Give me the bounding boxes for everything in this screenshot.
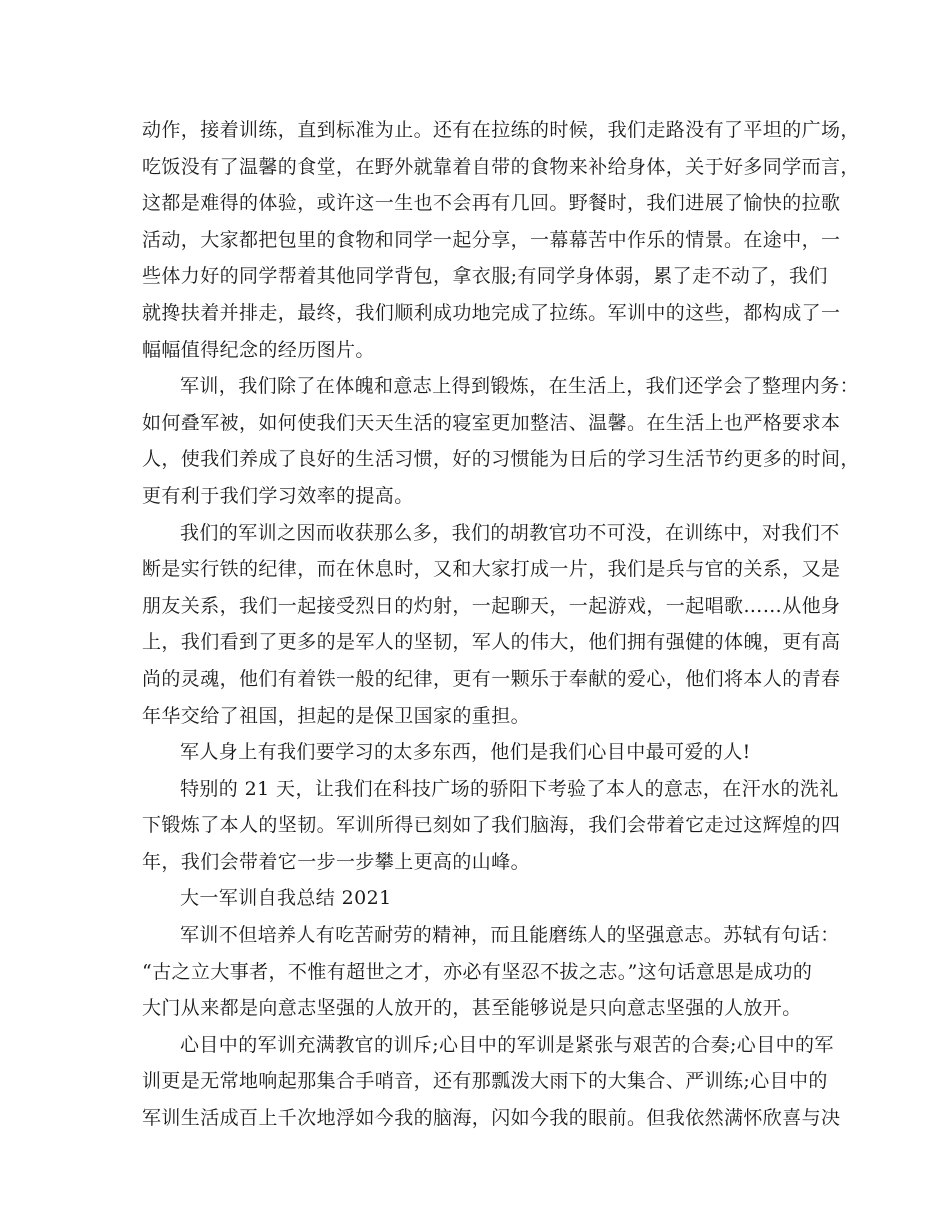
text-line: 更有利于我们学习效率的提高。	[142, 484, 414, 507]
document-body	[142, 112, 860, 1137]
text-line: 军训不但培养人有吃苦耐劳的精神，而且能磨练人的坚强意志。苏轼有句话：	[180, 924, 840, 947]
text-line: 人，使我们养成了良好的生活习惯，好的习惯能为日后的学习生活节约更多的时间，	[142, 448, 860, 471]
text-line: 些体力好的同学帮着其他同学背包，拿衣服;有同学身体弱，累了走不动了，我们	[142, 265, 828, 288]
text-line: 就搀扶着并排走，最终，我们顺利成功地完成了拉练。军训中的这些，都构成了一	[142, 301, 841, 324]
text-line: 大一军训自我总结 2021	[180, 887, 392, 910]
text-line: 大门从来都是向意志坚强的人放开的，甚至能够说是只向意志坚强的人放开。	[142, 997, 802, 1020]
text-line: 我们的军训之因而收获那么多，我们的胡教官功不可没，在训练中，对我们不	[180, 521, 840, 544]
text-line: 军人身上有我们要学习的太多东西，他们是我们心目中最可爱的人!	[180, 741, 751, 764]
text-line: 尚的灵魂，他们有着铁一般的纪律，更有一颗乐于奉献的爱心，他们将本人的青春	[142, 667, 841, 690]
text-line: “古之立大事者，不惟有超世之才，亦必有坚忍不拔之志。”这句话意思是成功的	[142, 960, 813, 983]
text-line: 上，我们看到了更多的是军人的坚韧，军人的伟大，他们拥有强健的体魄，更有高	[142, 631, 841, 654]
text-line: 活动，大家都把包里的食物和同学一起分享，一幕幕苦中作乐的情景。在途中，一	[142, 228, 841, 251]
text-line: 幅幅值得纪念的经历图片。	[142, 338, 375, 361]
text-line: 训更是无常地响起那集合手哨音，还有那瓢泼大雨下的大集合、严训练;心目中的	[142, 1070, 828, 1093]
text-line: 军训生活成百上千次地浮如今我的脑海，闪如今我的眼前。但我依然满怀欣喜与决	[142, 1107, 841, 1130]
text-line: 断是实行铁的纪律，而在休息时，又和大家打成一片，我们是兵与官的关系，又是	[142, 558, 841, 581]
text-line: 年，我们会带着它一步一步攀上更高的山峰。	[142, 850, 531, 873]
text-line: 吃饭没有了温馨的食堂，在野外就靠着自带的食物来补给身体，关于好多同学而言，	[142, 155, 860, 178]
text-line: 年华交给了祖国，担起的是保卫国家的重担。	[142, 704, 531, 727]
text-line: 特别的 21 天，让我们在科技广场的骄阳下考验了本人的意志，在汗水的洗礼	[180, 777, 839, 800]
text-line: 如何叠军被，如何使我们天天生活的寝室更加整洁、温馨。在生活上也严格要求本	[142, 411, 841, 434]
text-line: 动作，接着训练，直到标准为止。还有在拉练的时候，我们走路没有了平坦的广场，	[142, 119, 860, 141]
text-line: 军训，我们除了在体魄和意志上得到锻炼，在生活上，我们还学会了整理内务：	[180, 375, 860, 398]
text-line: 心目中的军训充满教官的训斥;心目中的军训是紧张与艰苦的合奏;心目中的军	[180, 1033, 834, 1056]
text-line: 朋友关系，我们一起接受烈日的灼射，一起聊天，一起游戏，一起唱歌……从他身	[142, 594, 841, 617]
text-line: 这都是难得的体验，或许这一生也不会再有几回。野餐时，我们进展了愉快的拉歌	[142, 192, 841, 215]
text-line: 下锻炼了本人的坚韧。军训所得已刻如了我们脑海，我们会带着它走过这辉煌的四	[142, 814, 841, 837]
